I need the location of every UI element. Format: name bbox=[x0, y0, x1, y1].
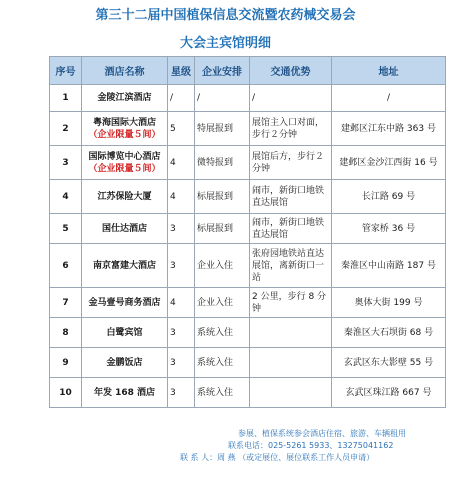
hotel-name-cell bbox=[82, 348, 168, 378]
hotel-name-cell bbox=[82, 288, 168, 318]
column-header: 企业安排 bbox=[195, 57, 250, 85]
hotel-address-cell bbox=[332, 180, 446, 214]
arrangement: 企业入住 bbox=[197, 297, 234, 308]
hotel-address-cell bbox=[332, 112, 446, 146]
hotel-name-cell bbox=[82, 214, 168, 244]
arrangement: 微特报到 bbox=[197, 157, 234, 168]
page-title: 第三十二届中国植保信息交流暨农药械交易会 bbox=[95, 8, 356, 23]
traffic-advantage-cell bbox=[250, 348, 332, 378]
hotel-name-cell bbox=[82, 318, 168, 348]
star-rating-cell bbox=[168, 112, 195, 146]
arrangement: 系统入住 bbox=[197, 387, 234, 398]
table-row bbox=[50, 214, 446, 244]
arrangement-cell bbox=[195, 348, 250, 378]
row-seq-cell bbox=[50, 180, 82, 214]
hotel-name: 年发 168 酒店 bbox=[93, 387, 156, 398]
footer-contact: 联 系 人：周 燕 （或定展位、展位联系工作人员申请） bbox=[180, 453, 375, 462]
star-rating-cell bbox=[168, 146, 195, 180]
row-seq: 6 bbox=[62, 260, 69, 271]
hotel-name-cell bbox=[82, 180, 168, 214]
traffic-advantage: 闹市，新街口地铁直达展馆 bbox=[252, 185, 325, 208]
hotel-name-cell bbox=[82, 146, 168, 180]
arrangement-cell bbox=[195, 378, 250, 408]
hotel-address: 奥体大街 199 号 bbox=[354, 297, 423, 308]
table-body bbox=[50, 85, 446, 408]
star-rating: 3 bbox=[170, 357, 176, 368]
traffic-advantage-cell bbox=[250, 318, 332, 348]
hotel-name-cell bbox=[82, 112, 168, 146]
traffic-advantage-cell bbox=[250, 146, 332, 180]
hotel-name: 白鹭宾馆 bbox=[106, 327, 143, 338]
table-row bbox=[50, 244, 446, 288]
table-header-row bbox=[50, 57, 446, 85]
traffic-advantage: 闹市，新街口地铁直达展馆 bbox=[252, 217, 325, 240]
hotel-name-cell bbox=[82, 378, 168, 408]
star-rating-cell bbox=[168, 378, 195, 408]
arrangement-cell bbox=[195, 85, 250, 112]
table-row bbox=[50, 318, 446, 348]
column-header: 地址 bbox=[332, 57, 446, 85]
row-seq-cell bbox=[50, 85, 82, 112]
arrangement-cell bbox=[195, 214, 250, 244]
row-seq-cell bbox=[50, 378, 82, 408]
star-rating: 4 bbox=[170, 191, 176, 202]
hotel-name: 金马壹号商务酒店 bbox=[88, 297, 161, 308]
hotel-address: 建邺区江东中路 363 号 bbox=[341, 123, 436, 134]
traffic-advantage: 2 公里，步行 8 分钟 bbox=[252, 291, 327, 314]
hotel-address: 管家桥 36 号 bbox=[361, 223, 416, 234]
contact-footer bbox=[180, 428, 448, 464]
row-seq-cell bbox=[50, 288, 82, 318]
column-header: 星级 bbox=[168, 57, 195, 85]
traffic-advantage-cell bbox=[250, 214, 332, 244]
row-seq-cell bbox=[50, 214, 82, 244]
column-header: 序号 bbox=[50, 57, 82, 85]
traffic-advantage: 展馆后方，步行２分钟 bbox=[252, 151, 325, 174]
row-seq: 1 bbox=[62, 93, 69, 103]
hotel-name-cell bbox=[82, 244, 168, 288]
row-seq-cell bbox=[50, 146, 82, 180]
column-header: 交通优势 bbox=[250, 57, 332, 85]
arrangement: 特展报到 bbox=[197, 123, 234, 134]
star-rating: 4 bbox=[170, 297, 176, 308]
hotel-name: 国仕达酒店 bbox=[101, 223, 147, 234]
arrangement: 标展报到 bbox=[197, 223, 234, 234]
hotel-address-cell bbox=[332, 85, 446, 112]
hotel-address-cell bbox=[332, 244, 446, 288]
hotel-address: / bbox=[386, 93, 391, 103]
row-seq: 7 bbox=[62, 297, 69, 308]
star-rating-cell bbox=[168, 180, 195, 214]
row-seq-cell bbox=[50, 244, 82, 288]
hotel-address: 秦淮区大石坝街 68 号 bbox=[343, 327, 434, 338]
star-rating: 3 bbox=[170, 387, 176, 398]
arrangement-cell bbox=[195, 244, 250, 288]
traffic-advantage-cell bbox=[250, 244, 332, 288]
arrangement: 标展报到 bbox=[197, 191, 234, 202]
row-seq: 5 bbox=[62, 223, 69, 234]
traffic-advantage-cell bbox=[250, 112, 332, 146]
row-seq: 8 bbox=[62, 327, 69, 338]
hotel-name: 国际博览中心酒店 bbox=[88, 151, 161, 162]
arrangement: 系统入住 bbox=[197, 327, 234, 338]
table-row bbox=[50, 348, 446, 378]
star-rating: 5 bbox=[170, 123, 176, 134]
room-limit-note: （企业限量５间） bbox=[88, 163, 161, 174]
row-seq: 2 bbox=[62, 123, 69, 134]
star-rating: 3 bbox=[170, 223, 176, 234]
hotel-name: 江苏保险大厦 bbox=[97, 191, 152, 202]
table-row bbox=[50, 180, 446, 214]
row-seq: 3 bbox=[62, 157, 69, 168]
star-rating: 3 bbox=[170, 260, 176, 271]
row-seq-cell bbox=[50, 318, 82, 348]
page-subtitle: 大会主宾馆明细 bbox=[179, 36, 271, 51]
footer-phone: 联系电话：025-5261 5933、13275041162 bbox=[228, 441, 394, 450]
hotel-name: 南京富建大酒店 bbox=[92, 260, 156, 271]
star-rating: 3 bbox=[170, 327, 176, 338]
hotel-address: 玄武区东大影壁 55 号 bbox=[343, 357, 434, 368]
hotel-address-cell bbox=[332, 146, 446, 180]
table-row bbox=[50, 288, 446, 318]
hotel-address-cell bbox=[332, 214, 446, 244]
star-rating-cell bbox=[168, 85, 195, 112]
traffic-advantage: 展馆主入口对面，步行２分钟 bbox=[252, 117, 325, 140]
hotel-name: 金鹏饭店 bbox=[106, 357, 143, 368]
star-rating-cell bbox=[168, 288, 195, 318]
hotel-name-cell bbox=[82, 85, 168, 112]
hotel-table bbox=[49, 56, 446, 408]
traffic-advantage-cell bbox=[250, 180, 332, 214]
arrangement: 企业入住 bbox=[197, 260, 234, 271]
column-header: 酒店名称 bbox=[82, 57, 168, 85]
hotel-address-cell bbox=[332, 348, 446, 378]
hotel-address: 秦淮区中山南路 187 号 bbox=[341, 260, 436, 271]
hotel-address-cell bbox=[332, 378, 446, 408]
row-seq: 9 bbox=[62, 357, 69, 368]
traffic-advantage-cell bbox=[250, 85, 332, 112]
arrangement-cell bbox=[195, 146, 250, 180]
row-seq-cell bbox=[50, 348, 82, 378]
star-rating-cell bbox=[168, 214, 195, 244]
room-limit-note: （企业限量５间） bbox=[88, 129, 161, 140]
traffic-advantage: / bbox=[252, 93, 256, 103]
hotel-address-cell bbox=[332, 318, 446, 348]
star-rating: / bbox=[170, 93, 174, 103]
table-row bbox=[50, 146, 446, 180]
hotel-address: 玄武区珠江路 667 号 bbox=[345, 387, 432, 398]
arrangement-cell bbox=[195, 180, 250, 214]
row-seq-cell bbox=[50, 112, 82, 146]
table-row bbox=[50, 378, 446, 408]
arrangement: 系统入住 bbox=[197, 357, 234, 368]
star-rating-cell bbox=[168, 244, 195, 288]
star-rating: 4 bbox=[170, 157, 176, 168]
row-seq: 10 bbox=[59, 387, 72, 398]
table-row bbox=[50, 85, 446, 112]
arrangement-cell bbox=[195, 288, 250, 318]
hotel-name: 金陵江滨酒店 bbox=[97, 93, 152, 103]
star-rating-cell bbox=[168, 318, 195, 348]
star-rating-cell bbox=[168, 348, 195, 378]
hotel-address: 建邺区金沙江西街 16 号 bbox=[339, 157, 438, 168]
row-seq: 4 bbox=[62, 191, 69, 202]
traffic-advantage: 张府园地铁站直达展馆，离新街口一站 bbox=[252, 248, 325, 283]
arrangement: / bbox=[197, 93, 201, 103]
hotel-address: 长江路 69 号 bbox=[361, 191, 416, 202]
traffic-advantage-cell bbox=[250, 288, 332, 318]
hotel-name: 粤海国际大酒店 bbox=[92, 117, 156, 128]
traffic-advantage-cell bbox=[250, 378, 332, 408]
arrangement-cell bbox=[195, 318, 250, 348]
hotel-address-cell bbox=[332, 288, 446, 318]
footer-line: 参展、植保系统参会酒店住宿、旅游、车辆租用 bbox=[238, 429, 406, 438]
arrangement-cell bbox=[195, 112, 250, 146]
table-row bbox=[50, 112, 446, 146]
